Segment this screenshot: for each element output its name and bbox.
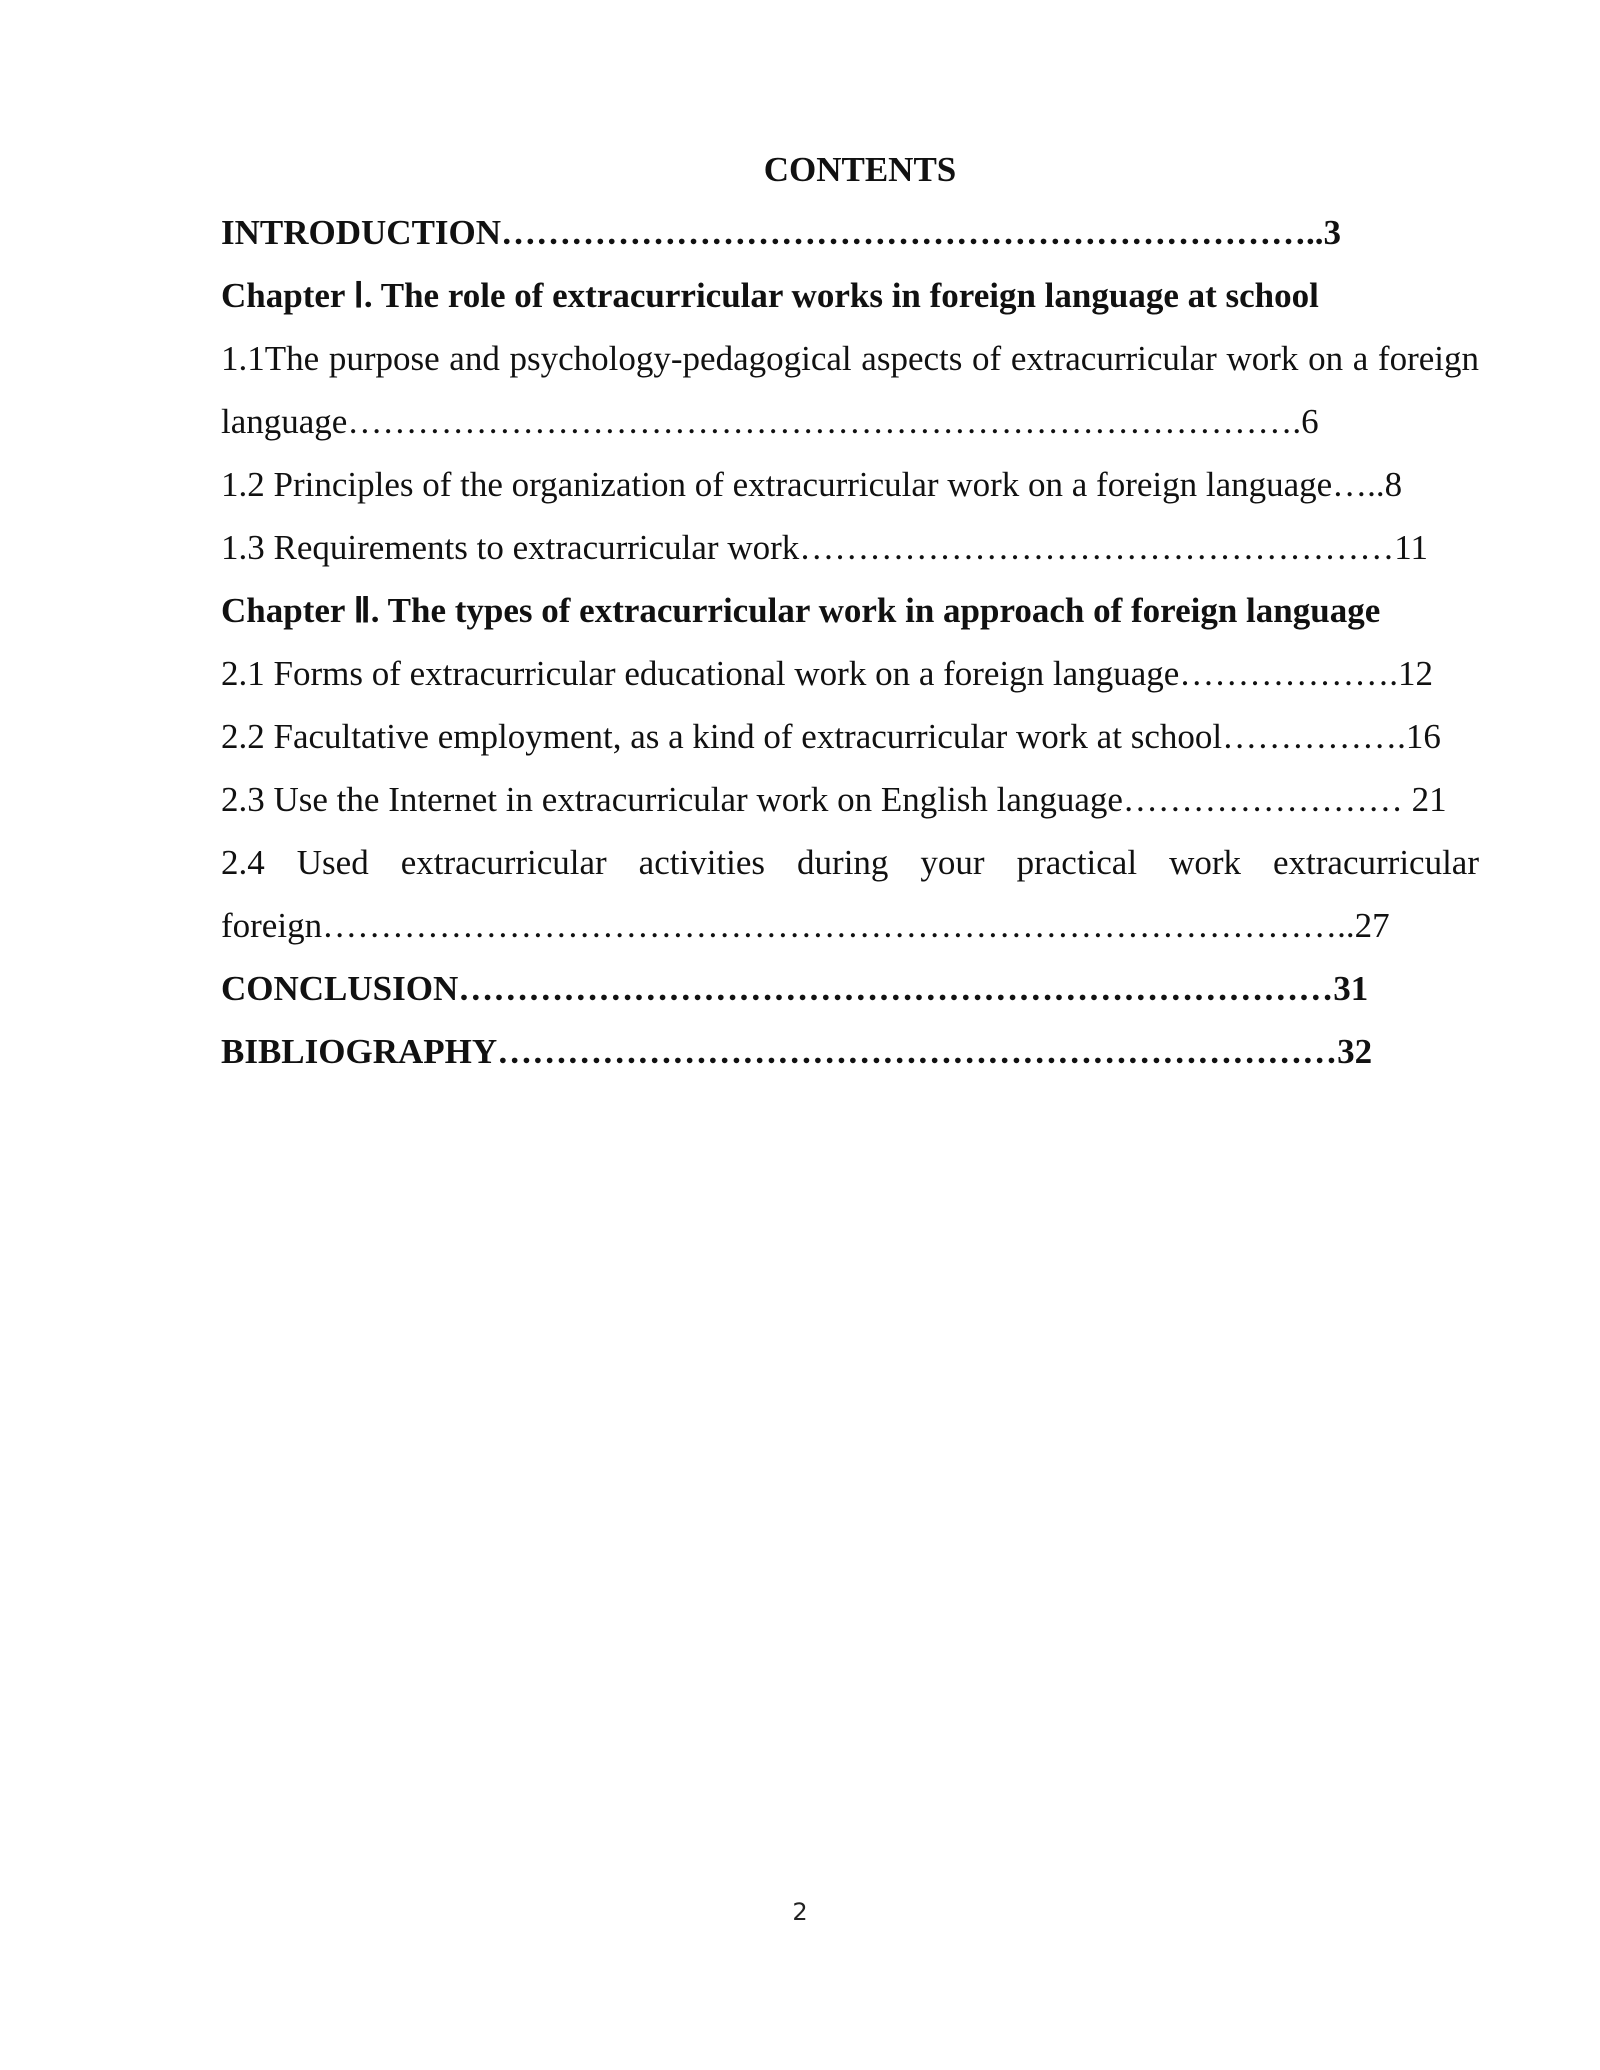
toc-entry-section-2-4: 2.4 Used extracurricular activities during your practical work extracurricular foreign……………………………………………………………………………..27 bbox=[221, 843, 1479, 945]
toc-entry-section-2-1: 2.1 Forms of extracurricular educational work on a foreign language……………….12 bbox=[221, 654, 1434, 693]
toc-entry-section-2-3: 2.3 Use the Internet in extracurricular work on English language…………………… 21 bbox=[221, 780, 1447, 819]
toc-entry-bibliography: BIBLIOGRAPHY………………………………………………………………32 bbox=[221, 1032, 1373, 1071]
page-number: 2 bbox=[792, 1898, 808, 1926]
toc-entry-chapter-2: Chapter Ⅱ. The types of extracurricular work in approach of foreign language bbox=[221, 591, 1381, 630]
toc-entry-section-1-3: 1.3 Requirements to extracurricular work……………………………………………11 bbox=[221, 528, 1428, 567]
contents-title: CONTENTS bbox=[763, 150, 957, 189]
toc-entry-section-1-2: 1.2 Principles of the organization of extracurricular work on a foreign language…..8 bbox=[221, 465, 1403, 504]
toc-entry-introduction: INTRODUCTION……………………………………………………………..3 bbox=[221, 213, 1342, 252]
table-of-contents bbox=[221, 138, 1479, 1083]
toc-entry-section-1-1: 1.1The purpose and psychology-pedagogical aspects of extracurricular work on a foreign language……………………………………………………………………….6 bbox=[221, 339, 1479, 441]
toc-entry-chapter-1: Chapter Ⅰ. The role of extracurricular works in foreign language at school bbox=[221, 276, 1319, 315]
toc-entry-section-2-2: 2.2 Facultative employment, as a kind of extracurricular work at school…………….16 bbox=[221, 717, 1441, 756]
toc-entry-conclusion: CONCLUSION…………………………………………………………………31 bbox=[221, 969, 1369, 1008]
